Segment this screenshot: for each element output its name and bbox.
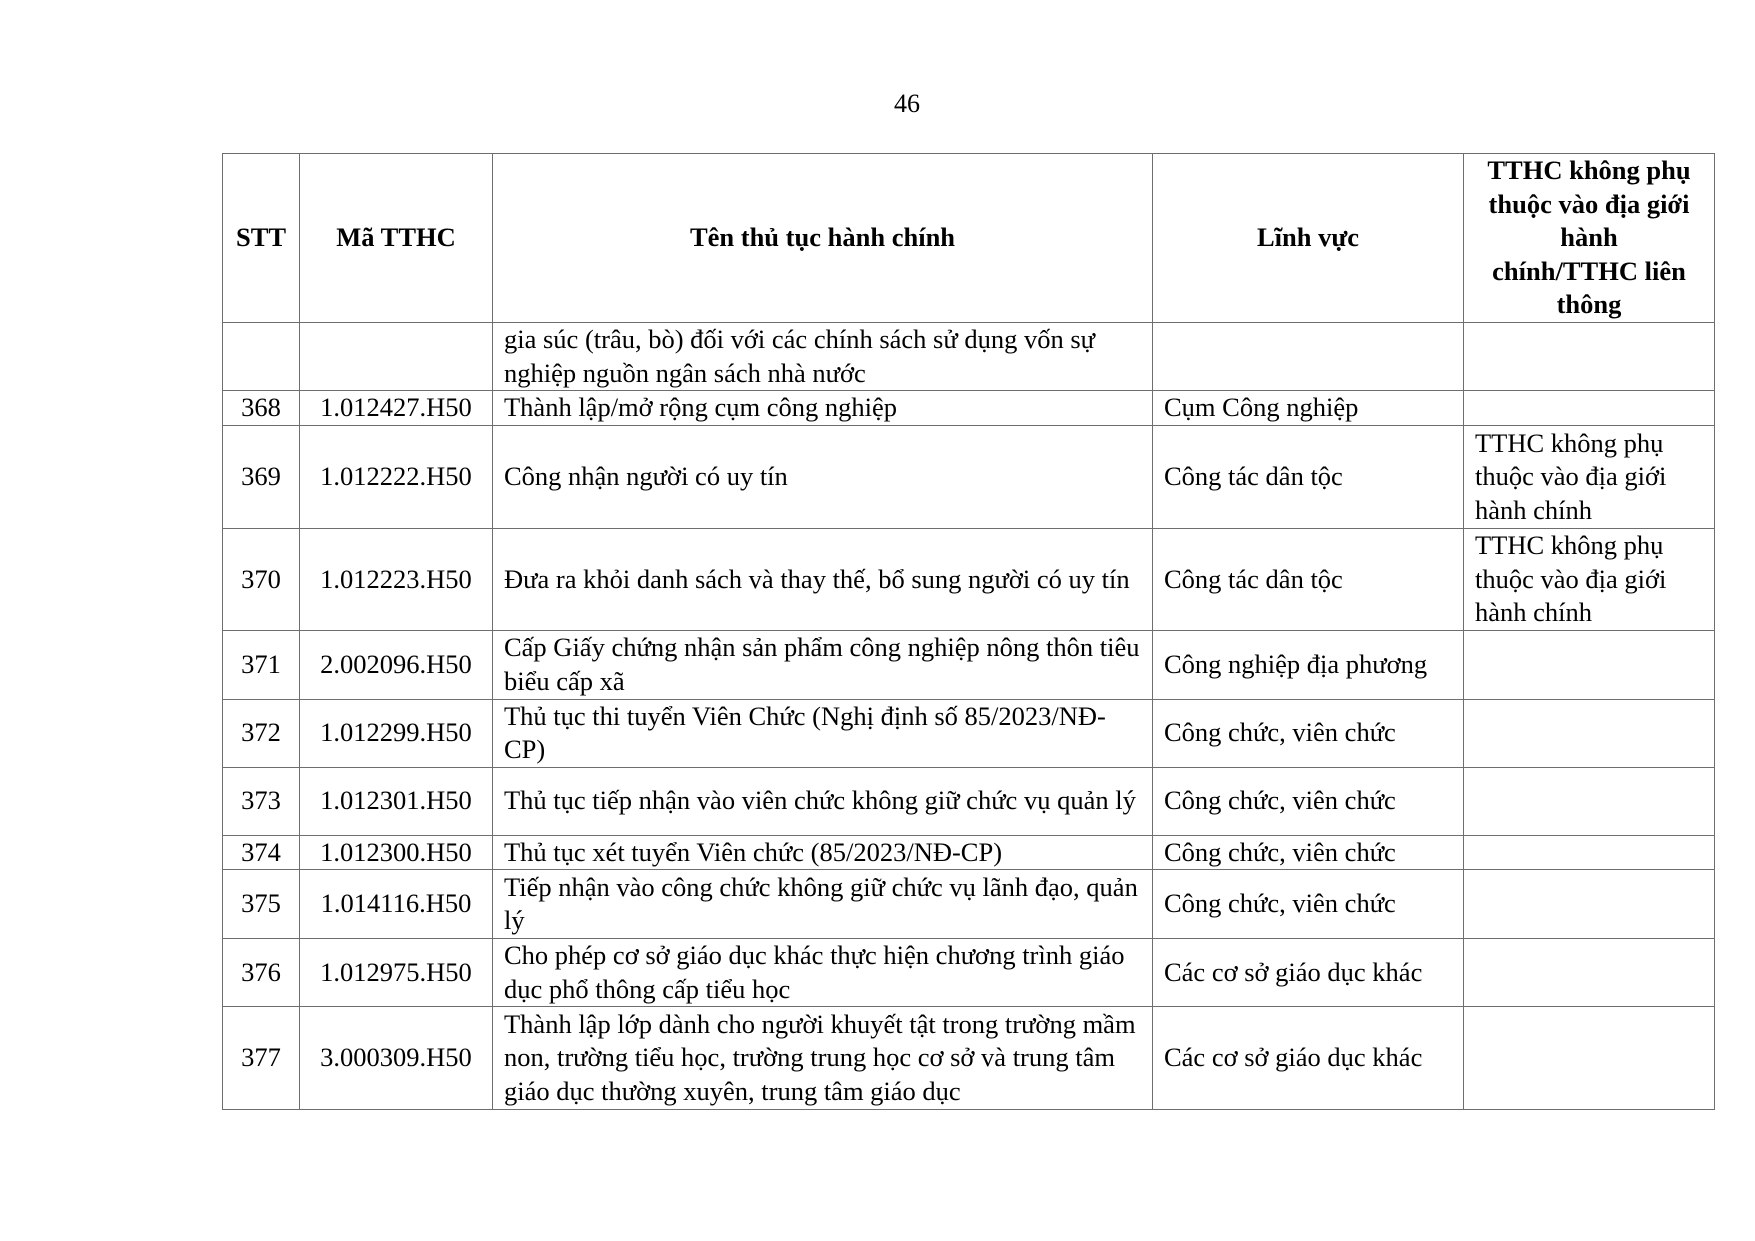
row-code: 1.012975.H50: [300, 939, 493, 1007]
row-field: Công nghiệp địa phương: [1153, 630, 1464, 699]
page-number: 46: [894, 89, 920, 118]
row-stt: [223, 323, 300, 391]
row-code: [300, 323, 493, 391]
row-field: Công tác dân tộc: [1153, 529, 1464, 631]
row-stt: 369: [223, 426, 300, 529]
table-row: [223, 835, 1715, 870]
row-name: Cấp Giấy chứng nhận sản phẩm công nghiệp nông thôn tiêu biểu cấp xã: [493, 630, 1153, 699]
row-name: Thành lập/mở rộng cụm công nghiệp: [493, 391, 1153, 426]
table-header-row: [223, 154, 1715, 323]
row-note: [1464, 630, 1715, 699]
row-code: 1.012300.H50: [300, 835, 493, 870]
row-note: [1464, 699, 1715, 767]
row-code: 1.012427.H50: [300, 391, 493, 426]
procedures-table: [222, 153, 1715, 1110]
header-note-line: thuộc vào địa giới: [1488, 188, 1690, 219]
row-code: 2.002096.H50: [300, 630, 493, 699]
row-name: Tiếp nhận vào công chức không giữ chức vụ lãnh đạo, quản lý: [493, 870, 1153, 939]
table-row: [223, 767, 1715, 835]
row-name: Thành lập lớp dành cho người khuyết tật trong trường mầm non, trường tiểu học, trường trung học cơ sở và trung tâm giáo dục thường xuyên, trung tâm giáo dục: [493, 1007, 1153, 1110]
row-note: [1464, 767, 1715, 835]
row-code: 1.012223.H50: [300, 529, 493, 631]
row-code: 1.012222.H50: [300, 426, 493, 529]
row-field: Các cơ sở giáo dục khác: [1153, 1007, 1464, 1110]
row-stt: 370: [223, 529, 300, 631]
header-name: Tên thủ tục hành chính: [493, 154, 1153, 323]
row-stt: 368: [223, 391, 300, 426]
row-name: gia súc (trâu, bò) đối với các chính sách sử dụng vốn sự nghiệp nguồn ngân sách nhà nước: [493, 323, 1153, 391]
header-stt: STT: [223, 154, 300, 323]
table-row: [223, 630, 1715, 699]
header-note-line: chính/TTHC liên: [1492, 255, 1686, 286]
header-note-line: TTHC không phụ: [1487, 155, 1691, 186]
row-field: Công chức, viên chức: [1153, 699, 1464, 767]
row-field: Cụm Công nghiệp: [1153, 391, 1464, 426]
table-row: [223, 529, 1715, 631]
table-row: [223, 699, 1715, 767]
header-note: [1464, 154, 1715, 323]
row-field: Công tác dân tộc: [1153, 426, 1464, 529]
row-note: [1464, 939, 1715, 1007]
table-row: [223, 323, 1715, 391]
row-field: Công chức, viên chức: [1153, 835, 1464, 870]
table-row: [223, 426, 1715, 529]
row-code: 1.014116.H50: [300, 870, 493, 939]
row-name: Thủ tục tiếp nhận vào viên chức không giữ chức vụ quản lý: [493, 767, 1153, 835]
row-note: [1464, 835, 1715, 870]
row-note: [1464, 323, 1715, 391]
row-field: Các cơ sở giáo dục khác: [1153, 939, 1464, 1007]
row-stt: 371: [223, 630, 300, 699]
table-row: [223, 939, 1715, 1007]
row-note: [1464, 870, 1715, 939]
row-name: Cho phép cơ sở giáo dục khác thực hiện chương trình giáo dục phổ thông cấp tiểu học: [493, 939, 1153, 1007]
row-note: TTHC không phụ thuộc vào địa giới hành chính: [1464, 529, 1715, 631]
row-name: Thủ tục xét tuyển Viên chức (85/2023/NĐ-CP): [493, 835, 1153, 870]
row-field: [1153, 323, 1464, 391]
table-row: [223, 870, 1715, 939]
header-note-line: thông: [1556, 289, 1622, 320]
row-note: TTHC không phụ thuộc vào địa giới hành chính: [1464, 426, 1715, 529]
row-code: 1.012301.H50: [300, 767, 493, 835]
row-stt: 377: [223, 1007, 300, 1110]
row-stt: 376: [223, 939, 300, 1007]
row-stt: 372: [223, 699, 300, 767]
row-field: Công chức, viên chức: [1153, 870, 1464, 939]
row-stt: 373: [223, 767, 300, 835]
row-note: [1464, 391, 1715, 426]
row-name: Công nhận người có uy tín: [493, 426, 1153, 529]
row-code: 3.000309.H50: [300, 1007, 493, 1110]
header-field: Lĩnh vực: [1153, 154, 1464, 323]
header-note-line: hành: [1560, 222, 1618, 253]
row-name: Đưa ra khỏi danh sách và thay thế, bổ sung người có uy tín: [493, 529, 1153, 631]
row-note: [1464, 1007, 1715, 1110]
row-name: Thủ tục thi tuyển Viên Chức (Nghị định số 85/2023/NĐ-CP): [493, 699, 1153, 767]
table-row: [223, 1007, 1715, 1110]
row-code: 1.012299.H50: [300, 699, 493, 767]
header-code: Mã TTHC: [300, 154, 493, 323]
row-stt: 375: [223, 870, 300, 939]
table-row: [223, 391, 1715, 426]
row-field: Công chức, viên chức: [1153, 767, 1464, 835]
row-stt: 374: [223, 835, 300, 870]
